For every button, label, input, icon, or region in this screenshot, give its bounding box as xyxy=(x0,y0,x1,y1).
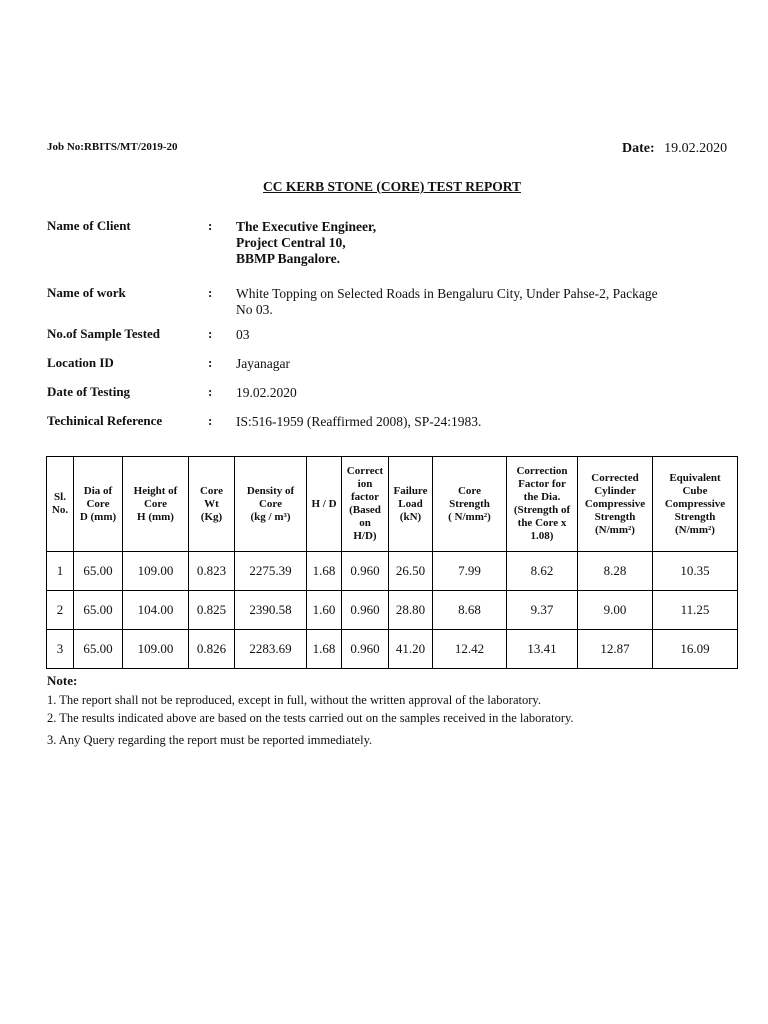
field-colon: : xyxy=(208,285,213,300)
field-label: Date of Testing xyxy=(47,384,131,399)
column-header-line: Compressive xyxy=(584,497,646,510)
column-header xyxy=(189,457,235,552)
testing-date-value: 19.02.2020 xyxy=(236,385,297,400)
column-header-line: Height of xyxy=(133,484,178,497)
table-cell: 65.00 xyxy=(74,630,123,669)
table-cell: 12.42 xyxy=(433,630,507,669)
table-cell: 7.99 xyxy=(433,552,507,591)
table-cell: 65.00 xyxy=(74,591,123,630)
column-header xyxy=(433,457,507,552)
field-label: Location ID xyxy=(47,355,114,370)
table-cell: 2283.69 xyxy=(235,630,307,669)
column-header-line: H/D) xyxy=(353,530,377,542)
job-number: Job No:RBITS/MT/2019-20 xyxy=(47,141,178,153)
table-cell: 2275.39 xyxy=(235,552,307,591)
column-header-line: Cube xyxy=(682,484,708,497)
table-cell: 0.960 xyxy=(342,630,389,669)
table-cell: 109.00 xyxy=(123,630,189,669)
column-header xyxy=(578,457,653,552)
table-cell: 2390.58 xyxy=(235,591,307,630)
table-cell: 11.25 xyxy=(653,591,738,630)
column-header-line: Dia of xyxy=(83,484,113,497)
table-cell: 13.41 xyxy=(507,630,578,669)
column-header-line: Wt xyxy=(204,497,219,510)
table-header-row xyxy=(47,457,738,552)
location-value: Jayanagar xyxy=(236,356,290,371)
column-header-line: Sl. xyxy=(54,491,66,503)
column-header-line: on xyxy=(359,517,371,529)
table-row xyxy=(47,591,738,630)
column-header-line: Correct xyxy=(346,465,384,477)
column-header-line: ( N/mm²) xyxy=(448,510,491,523)
note-item: 3. Any Query regarding the report must be reported immediately. xyxy=(47,733,373,747)
column-header xyxy=(653,457,738,552)
column-header xyxy=(507,457,578,552)
column-header-line: D (mm) xyxy=(79,510,117,523)
results-table xyxy=(46,456,738,669)
field-colon: : xyxy=(208,384,213,399)
reference-value: IS:516-1959 (Reaffirmed 2008), SP-24:1983. xyxy=(236,414,482,429)
table-cell: 26.50 xyxy=(389,552,433,591)
report-date xyxy=(622,141,727,157)
column-header-line: H / D xyxy=(311,497,337,510)
table-row xyxy=(47,630,738,669)
column-header xyxy=(389,457,433,552)
field-label: Name of work xyxy=(47,285,126,300)
field-label: Name of Client xyxy=(47,218,131,233)
column-header-line: Core xyxy=(143,497,167,510)
report-title: CC KERB STONE (CORE) TEST REPORT xyxy=(263,179,521,194)
table-cell: 1.68 xyxy=(307,630,342,669)
column-header-line: factor xyxy=(350,491,380,503)
column-header-line: (kg / m³) xyxy=(250,510,291,523)
table-cell: 10.35 xyxy=(653,552,738,591)
note-item: 1. The report shall not be reproduced, except in full, without the written approval of the laboratory. xyxy=(47,693,541,707)
table-cell: 104.00 xyxy=(123,591,189,630)
column-header-line: Strength xyxy=(674,510,716,523)
column-header-line: Factor for xyxy=(518,478,566,490)
column-header-line: Corrected xyxy=(591,471,639,484)
table-row xyxy=(47,552,738,591)
column-header-line: (kN) xyxy=(399,510,422,523)
field-colon: : xyxy=(208,326,213,341)
column-header-line: Load xyxy=(398,497,423,510)
table-cell: 41.20 xyxy=(389,630,433,669)
column-header xyxy=(342,457,389,552)
column-header-line: Core xyxy=(457,484,481,497)
client-value xyxy=(236,219,736,267)
table-cell: 1.68 xyxy=(307,552,342,591)
column-header-line: 1.08) xyxy=(530,530,554,542)
column-header-line: Strength xyxy=(594,510,636,523)
column-header-line: (Strength of xyxy=(513,504,571,516)
client-line: BBMP Bangalore. xyxy=(236,251,341,266)
date-label: Date: xyxy=(622,141,655,156)
field-colon: : xyxy=(208,218,213,233)
column-header xyxy=(74,457,123,552)
column-header-line: Core xyxy=(199,484,223,497)
table-cell: 8.62 xyxy=(507,552,578,591)
work-line: No 03. xyxy=(236,302,273,317)
date-value: 19.02.2020 xyxy=(664,141,728,156)
table-cell: 1 xyxy=(47,552,74,591)
column-header xyxy=(235,457,307,552)
table-cell: 3 xyxy=(47,630,74,669)
work-line: White Topping on Selected Roads in Bengaluru City, Under Pahse-2, Package xyxy=(236,286,658,301)
column-header-line: (Based xyxy=(349,504,381,516)
column-header-line: Failure xyxy=(393,484,428,497)
table-cell: 8.68 xyxy=(433,591,507,630)
column-header xyxy=(47,457,74,552)
column-header-line: Compressive xyxy=(664,497,726,510)
samples-value: 03 xyxy=(236,327,250,342)
table-body xyxy=(47,552,738,669)
field-colon: : xyxy=(208,413,213,428)
table-cell: 8.28 xyxy=(578,552,653,591)
table-cell: 1.60 xyxy=(307,591,342,630)
table-cell: 2 xyxy=(47,591,74,630)
table-cell: 65.00 xyxy=(74,552,123,591)
table-cell: 16.09 xyxy=(653,630,738,669)
notes-section xyxy=(47,673,747,749)
column-header-line: (Kg) xyxy=(200,510,223,523)
column-header xyxy=(307,457,342,552)
column-header-line: Cylinder xyxy=(594,484,636,497)
table-cell: 12.87 xyxy=(578,630,653,669)
column-header-line: (N/mm²) xyxy=(675,523,715,536)
client-line: The Executive Engineer, xyxy=(236,219,377,234)
table-cell: 9.37 xyxy=(507,591,578,630)
notes-title: Note: xyxy=(47,673,78,688)
column-header-line: Correction xyxy=(516,465,568,477)
table-cell: 109.00 xyxy=(123,552,189,591)
column-header-line: (N/mm²) xyxy=(595,523,635,536)
column-header-line: the Core x xyxy=(517,517,567,529)
work-value xyxy=(236,286,736,318)
column-header-line: Strength xyxy=(449,497,490,510)
column-header-line: H (mm) xyxy=(137,510,174,523)
column-header xyxy=(123,457,189,552)
table-cell: 0.825 xyxy=(189,591,235,630)
column-header-line: Core xyxy=(258,497,282,510)
table-cell: 0.823 xyxy=(189,552,235,591)
column-header-line: ion xyxy=(357,478,373,490)
column-header-line: Equivalent xyxy=(669,471,721,484)
column-header-line: Density of xyxy=(246,484,295,497)
note-item: 2. The results indicated above are based on the tests carried out on the samples received in the laboratory. xyxy=(47,711,574,725)
table-cell: 0.960 xyxy=(342,552,389,591)
column-header-line: Core xyxy=(86,497,110,510)
column-header-line: No. xyxy=(51,504,69,516)
field-colon: : xyxy=(208,355,213,370)
column-header-line: the Dia. xyxy=(523,491,561,503)
table-cell: 28.80 xyxy=(389,591,433,630)
table-cell: 0.960 xyxy=(342,591,389,630)
field-label: No.of Sample Tested xyxy=(47,326,161,341)
table-cell: 0.826 xyxy=(189,630,235,669)
table-cell: 9.00 xyxy=(578,591,653,630)
client-line: Project Central 10, xyxy=(236,235,346,250)
field-label: Techinical Reference xyxy=(47,413,163,428)
